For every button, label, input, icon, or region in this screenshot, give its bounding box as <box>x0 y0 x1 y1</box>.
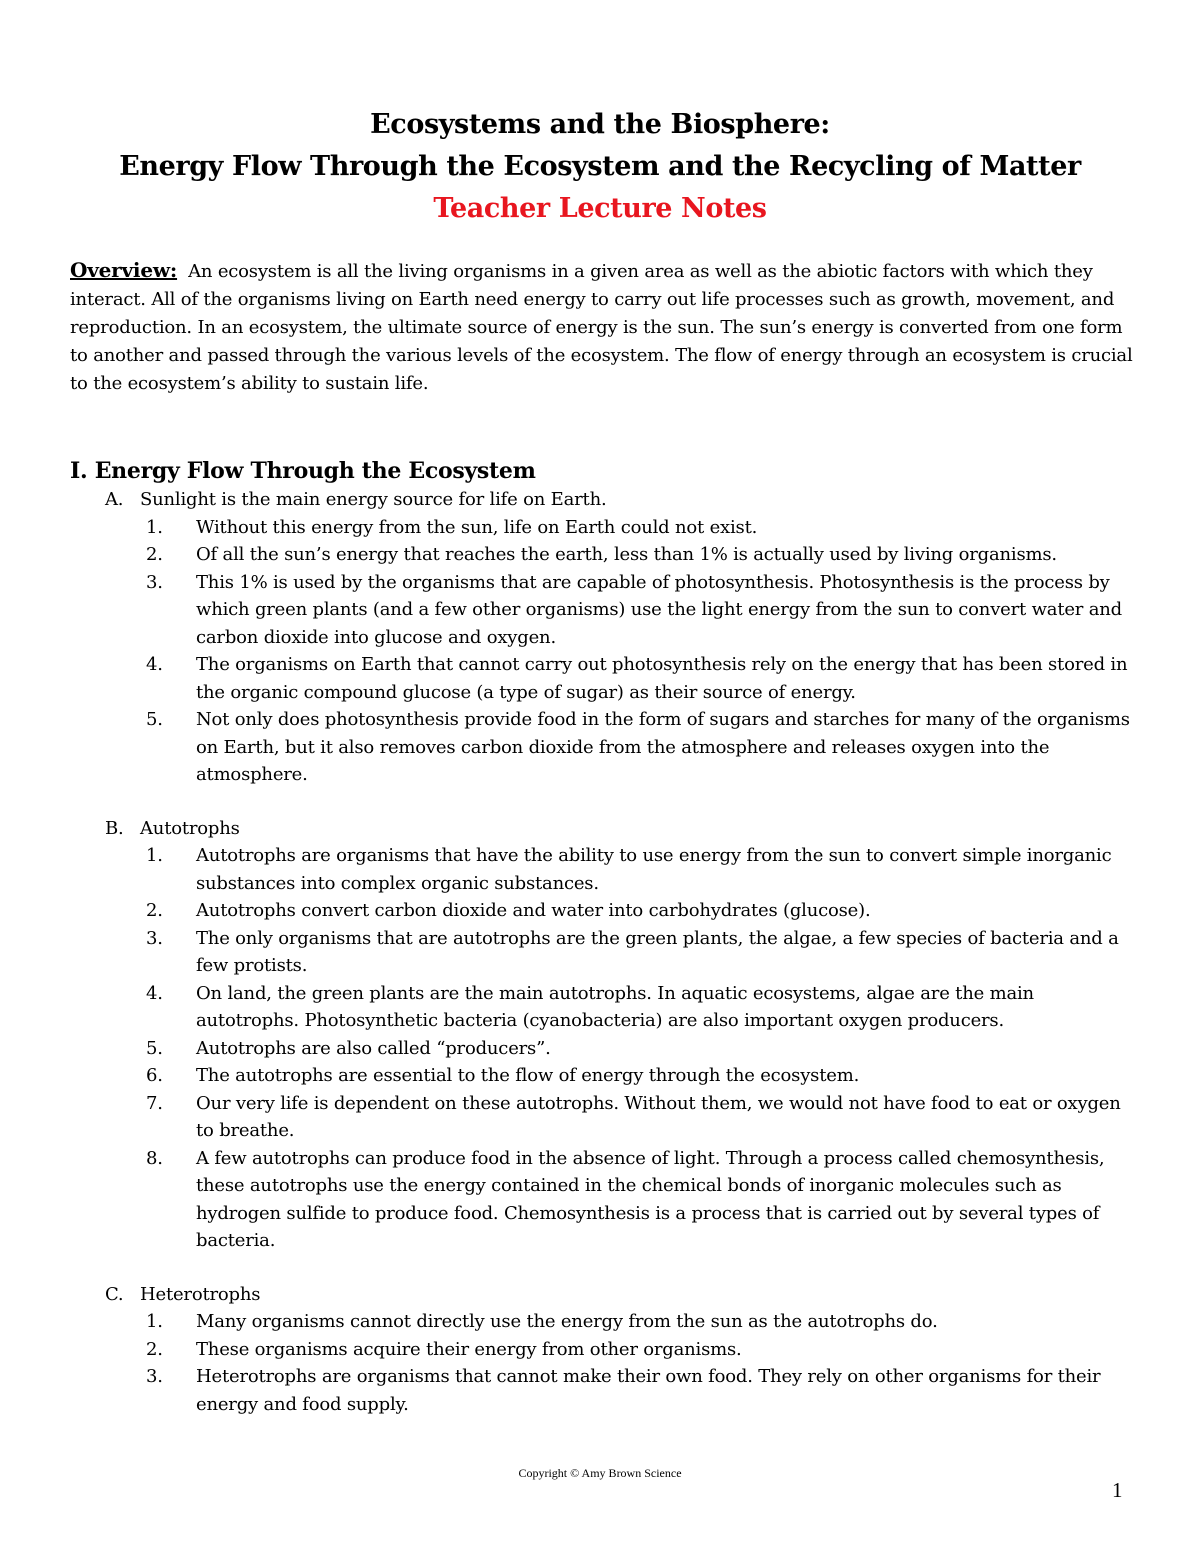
list-item <box>70 897 1135 925</box>
item-number: 2. <box>146 544 163 565</box>
item-text: Many organisms cannot directly use the energy from the sun as the autotrophs do. <box>196 1311 938 1332</box>
subsection-a <box>70 486 1135 514</box>
item-text: Our very life is dependent on these autotrophs. Without them, we would not have food to eat or oxygen to breathe. <box>196 1092 1121 1141</box>
spacer <box>70 1255 1135 1281</box>
list-item <box>70 1145 1135 1255</box>
item-number: 1. <box>146 1311 163 1332</box>
item-number: 8. <box>146 1147 163 1169</box>
subsection-b <box>70 815 1135 843</box>
subsection-label: Autotrophs <box>140 817 240 839</box>
subsection-label: Sunlight is the main energy source for life on Earth. <box>140 489 607 510</box>
list-item <box>70 1090 1135 1145</box>
item-text: The only organisms that are autotrophs are the green plants, the algae, a few species of bacteria and a few protists. <box>196 927 1119 976</box>
list-item <box>70 651 1135 706</box>
subsection-a-list <box>70 514 1135 789</box>
page-number: 1 <box>1112 1478 1123 1502</box>
list-item <box>70 569 1135 652</box>
subsection-marker: B. <box>105 817 124 839</box>
overview-label: Overview: <box>70 258 178 282</box>
item-number: 1. <box>146 845 163 866</box>
list-item <box>70 706 1135 789</box>
item-number: 2. <box>146 1338 163 1360</box>
list-item <box>70 1062 1135 1090</box>
title-block <box>0 104 1200 230</box>
subsection-marker: A. <box>105 489 124 510</box>
item-text: Autotrophs are organisms that have the ability to use energy from the sun to convert simple inorganic substances into complex organic substances. <box>196 845 1112 894</box>
subsection-c-list <box>70 1308 1135 1418</box>
section-heading: I. Energy Flow Through the Ecosystem <box>70 458 536 484</box>
item-number: 2. <box>146 900 163 921</box>
item-text: Autotrophs convert carbon dioxide and water into carbohydrates (glucose). <box>196 900 871 921</box>
item-number: 4. <box>146 982 163 1004</box>
item-text: Without this energy from the sun, life on Earth could not exist. <box>196 516 758 538</box>
title-line-2: Energy Flow Through the Ecosystem and the Recycling of Matter <box>119 151 1081 182</box>
list-item <box>70 980 1135 1035</box>
list-item <box>70 514 1135 542</box>
list-item <box>70 541 1135 569</box>
overview-paragraph <box>70 256 1135 398</box>
item-text: Heterotrophs are organisms that cannot make their own food. They rely on other organisms for their energy and food supply. <box>196 1366 1101 1415</box>
list-item <box>70 842 1135 897</box>
item-number: 3. <box>146 571 163 593</box>
spacer <box>70 789 1135 815</box>
subsection-label: Heterotrophs <box>140 1283 261 1305</box>
item-text: The organisms on Earth that cannot carry out photosynthesis rely on the energy that has been stored in the organic compound glucose (a type of sugar) as their source of energy. <box>196 654 1128 703</box>
item-number: 5. <box>146 709 163 730</box>
item-number: 1. <box>146 516 163 538</box>
list-item <box>70 1363 1135 1418</box>
list-item <box>70 925 1135 980</box>
copyright-footer: Copyright © Amy Brown Science <box>518 1466 682 1480</box>
subsection-marker: C. <box>105 1283 124 1305</box>
list-item <box>70 1336 1135 1364</box>
item-number: 5. <box>146 1037 163 1059</box>
subsection-c <box>70 1281 1135 1309</box>
list-item <box>70 1035 1135 1063</box>
item-text: This 1% is used by the organisms that are capable of photosynthesis. Photosynthesis is the process by which green plants (and a few other organisms) use the light energy from the sun to convert water and carbon dioxide into glucose and oxygen. <box>196 571 1122 648</box>
item-number: 3. <box>146 927 163 949</box>
item-number: 7. <box>146 1092 163 1114</box>
item-text: These organisms acquire their energy from other organisms. <box>196 1338 742 1360</box>
section-energy-flow <box>70 456 1135 1418</box>
item-text: Of all the sun’s energy that reaches the earth, less than 1% is actually used by living organisms. <box>196 544 1057 565</box>
item-number: 4. <box>146 654 163 675</box>
overview-text: An ecosystem is all the living organisms in a given area as well as the abiotic factors with which they interact. All of the organisms living on Earth need energy to carry out life processes such as growth, movement, and reproduction. In an ecosystem, the ultimate source of energy is the sun. The sun’s energy is converted from one form to another and passed through the various levels of the ecosystem. The flow of energy through an ecosystem is crucial to the ecosystem’s ability to sustain life. <box>70 261 1133 394</box>
item-text: A few autotrophs can produce food in the absence of light. Through a process called chemosynthesis, these autotrophs use the energy contained in the chemical bonds of inorganic molecules such as hydrogen sulfide to produce food. Chemosynthesis is a process that is carried out by several types of bacteria. <box>196 1147 1105 1251</box>
title-subtitle: Teacher Lecture Notes <box>433 193 767 224</box>
subsection-b-list <box>70 842 1135 1255</box>
item-number: 6. <box>146 1065 163 1086</box>
item-number: 3. <box>146 1366 163 1387</box>
item-text: Not only does photosynthesis provide food in the form of sugars and starches for many of the organisms on Earth, but it also removes carbon dioxide from the atmosphere and releases oxygen into the atmosphere. <box>196 709 1130 785</box>
item-text: Autotrophs are also called “producers”. <box>196 1037 551 1059</box>
title-line-1: Ecosystems and the Biosphere: <box>370 109 830 140</box>
item-text: On land, the green plants are the main autotrophs. In aquatic ecosystems, algae are the main autotrophs. Photosynthetic bacteria (cyanobacteria) are also important oxygen producers. <box>196 982 1034 1031</box>
item-text: The autotrophs are essential to the flow of energy through the ecosystem. <box>196 1065 860 1086</box>
list-item <box>70 1308 1135 1336</box>
